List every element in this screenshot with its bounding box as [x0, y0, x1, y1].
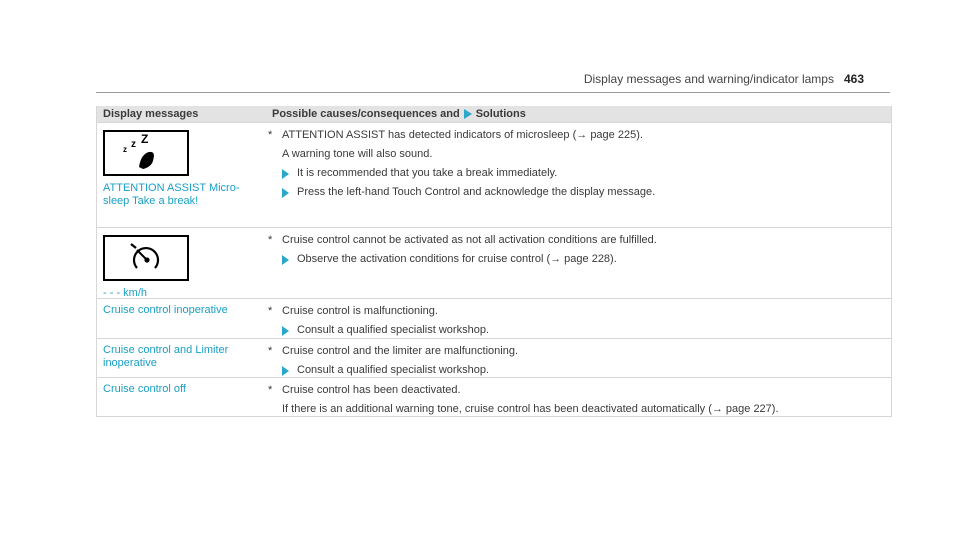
table-row: [97, 298, 891, 338]
solution-step: Press the left-hand Touch Control and acknowledge the display message.: [268, 186, 883, 199]
svg-text:z: z: [131, 139, 136, 150]
column-header-solutions-text: Solutions: [475, 108, 526, 120]
page-number: 463: [843, 72, 864, 86]
cause-text: Cruise control cannot be activated as not all activation conditions are fulfilled.: [282, 234, 657, 246]
svg-text:z: z: [123, 145, 127, 154]
message-label: ATTENTION ASSIST Micro-sleep Take a break!: [103, 182, 240, 207]
message-label: Cruise control off: [103, 383, 186, 395]
table-row: [97, 227, 891, 298]
causes-cell: * Cruise control cannot be activated as not all activation conditions are fulfilled. Observe the activation conditions for cruise control (→ page 228).: [258, 228, 891, 298]
causes-cell: * Cruise control has been deactivated. If there is an additional warning tone, cruise control has been deactivated automatically (→ page 227).: [258, 378, 891, 416]
note-text: If there is an additional warning tone, cruise control has been deactivated automatically (→ page 227).: [282, 403, 779, 415]
table-row: [97, 122, 891, 227]
solution-step: Consult a qualified specialist workshop.: [268, 324, 883, 337]
solution-step: Observe the activation conditions for cruise control (→ page 228).: [268, 253, 883, 266]
table-row: [97, 377, 891, 416]
arrow-icon: [282, 169, 289, 179]
page-header: [584, 72, 864, 86]
arrow-icon: [282, 326, 289, 336]
header-title: Display messages and warning/indicator lamps: [583, 72, 834, 86]
solution-step: It is recommended that you take a break immediately.: [268, 167, 883, 180]
microsleep-icon: [103, 130, 189, 176]
table-row: [97, 338, 891, 377]
column-header-causes: [264, 108, 891, 120]
cause-text: Cruise control and the limiter are malfunctioning.: [282, 345, 519, 357]
column-header-display-messages: Display messages: [103, 108, 199, 120]
display-message-cell: [97, 123, 258, 227]
arrow-icon: [282, 366, 289, 376]
message-label: Cruise control and Limiter inoperative: [103, 344, 229, 369]
note-text: A warning tone will also sound.: [282, 148, 433, 160]
svg-text:Z: Z: [141, 134, 149, 146]
message-label: Cruise control inoperative: [103, 304, 228, 316]
arrow-icon: [282, 188, 289, 198]
display-message-cell: [97, 228, 258, 298]
solution-step: Consult a qualified specialist workshop.: [268, 364, 883, 377]
causes-cell: * ATTENTION ASSIST has detected indicators of microsleep (→ page 225). A warning tone will also sound. It is recommended that you take a break immediately. Press the left-hand Touch Control and acknowledge the display message.: [258, 123, 891, 227]
cause-text: Cruise control is malfunctioning.: [282, 305, 438, 317]
causes-cell: * Cruise control is malfunctioning. Consult a qualified specialist workshop.: [258, 299, 891, 338]
arrow-icon: [464, 109, 472, 119]
table-header: [97, 106, 891, 122]
header-rule: [96, 92, 890, 93]
messages-table: [96, 106, 892, 417]
causes-cell: * Cruise control and the limiter are malfunctioning. Consult a qualified specialist workshop.: [258, 339, 891, 377]
arrow-icon: [282, 255, 289, 265]
column-header-causes-text: Possible causes/consequences and: [272, 108, 460, 120]
speedometer-icon: [103, 235, 189, 281]
message-label: - - - km/h: [103, 287, 147, 299]
cause-text: Cruise control has been deactivated.: [282, 384, 461, 396]
cause-text: ATTENTION ASSIST has detected indicators of microsleep (→ page 225).: [282, 129, 643, 141]
